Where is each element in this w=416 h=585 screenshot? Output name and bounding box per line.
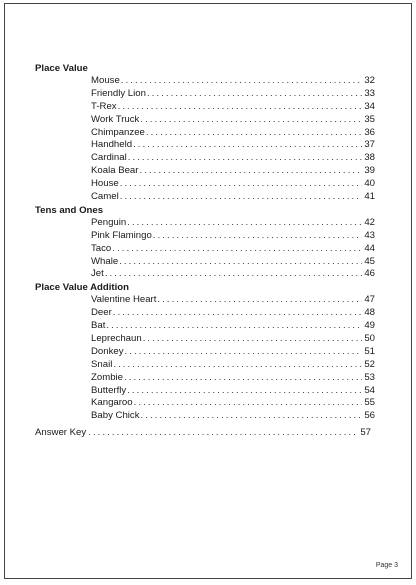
- dot-leader: [106, 320, 362, 333]
- page-number: Page 3: [375, 562, 398, 569]
- toc-entry: [35, 397, 375, 410]
- answer-key-label: Answer Key: [35, 427, 87, 438]
- toc-entry: [35, 178, 375, 191]
- dot-leader: [127, 217, 362, 230]
- entry-label: Mouse: [91, 75, 120, 86]
- entry-page: 38: [364, 152, 375, 164]
- toc-entry: [35, 114, 375, 127]
- entry-label: Zombie: [91, 371, 123, 383]
- dot-leader: [133, 139, 362, 152]
- entry-label: Kangaroo: [91, 397, 133, 409]
- entry-page: 33: [364, 87, 375, 99]
- entry-page: 47: [364, 294, 375, 306]
- toc-entry: [35, 294, 375, 307]
- answer-key-entry: [35, 426, 371, 439]
- entry-label: Deer: [91, 307, 112, 319]
- entry-label: Chimpanzee: [91, 126, 145, 138]
- toc-entry: [35, 268, 375, 281]
- entry-page: 56: [364, 410, 375, 422]
- toc-entry: [35, 127, 375, 140]
- entry-label: Jet: [91, 268, 104, 280]
- toc-entry: [35, 191, 375, 204]
- toc-entry: [35, 256, 375, 269]
- entry-page: 46: [364, 268, 375, 280]
- toc-entry: [35, 307, 375, 320]
- entry-page: 52: [364, 358, 375, 370]
- entry-page: 53: [364, 371, 375, 383]
- dot-leader: [127, 385, 362, 398]
- entry-page: 44: [364, 242, 375, 254]
- dot-leader: [120, 191, 362, 204]
- dot-leader: [118, 101, 362, 114]
- answer-key-page: 57: [360, 427, 371, 438]
- toc-entry: [35, 320, 375, 333]
- section-place-value-addition: [35, 281, 375, 423]
- entry-label: House: [91, 178, 119, 190]
- entry-page: 50: [364, 333, 375, 345]
- dot-leader: [125, 346, 362, 359]
- dot-leader: [124, 372, 362, 385]
- entry-page: 45: [364, 255, 375, 267]
- section-tens-and-ones: [35, 204, 375, 281]
- toc-entry: [35, 101, 375, 114]
- entry-label: Leprechaun: [91, 333, 142, 345]
- dot-leader: [105, 268, 362, 281]
- dot-leader: [112, 243, 362, 256]
- dot-leader: [134, 397, 362, 410]
- table-of-contents: [35, 62, 375, 423]
- dot-leader: [140, 114, 362, 127]
- entry-page: 42: [364, 216, 375, 228]
- entry-label: Penguin: [91, 216, 127, 228]
- dot-leader: [128, 152, 362, 165]
- dot-leader: [146, 127, 362, 140]
- entry-page: 49: [364, 320, 375, 332]
- entry-page: 40: [364, 178, 375, 190]
- entry-label: Butterfly: [91, 384, 127, 396]
- entry-page: 55: [364, 397, 375, 409]
- entry-label: Snail: [91, 358, 113, 370]
- entry-page: 39: [364, 165, 375, 177]
- dot-leader: [139, 165, 362, 178]
- section-title: Tens and Ones: [35, 204, 104, 216]
- entry-page: 35: [364, 113, 375, 125]
- entry-page: 48: [364, 307, 375, 319]
- toc-entry: [35, 75, 375, 88]
- dot-leader: [113, 307, 362, 320]
- toc-entry: [35, 372, 375, 385]
- entry-page: 32: [364, 75, 375, 86]
- entry-label: T-Rex: [91, 100, 117, 112]
- dot-leader: [143, 333, 362, 346]
- toc-entry: [35, 139, 375, 152]
- dot-leader: [141, 410, 362, 423]
- toc-entry: [35, 217, 375, 230]
- toc-entry: [35, 88, 375, 101]
- dot-leader: [119, 256, 362, 269]
- entry-page: 54: [364, 384, 375, 396]
- entry-page: 43: [364, 229, 375, 241]
- toc-entry: [35, 410, 375, 423]
- entry-page: 41: [364, 191, 375, 203]
- toc-entry: [35, 359, 375, 372]
- entry-label: Donkey: [91, 345, 124, 357]
- dot-leader: [153, 230, 362, 243]
- entry-page: 37: [364, 139, 375, 151]
- toc-entry: [35, 243, 375, 256]
- toc-entry: [35, 346, 375, 359]
- dot-leader: [88, 426, 356, 439]
- dot-leader: [113, 359, 362, 372]
- toc-entry: [35, 152, 375, 165]
- entry-label: Pink Flamingo: [91, 229, 152, 241]
- entry-label: Koala Bear: [91, 165, 139, 177]
- toc-entry: [35, 165, 375, 178]
- entry-page: 36: [364, 126, 375, 138]
- document-page: [4, 3, 412, 579]
- dot-leader: [157, 294, 362, 307]
- section-title: Place Value: [35, 63, 88, 74]
- toc-entry: [35, 230, 375, 243]
- entry-label: Taco: [91, 242, 112, 254]
- entry-label: Cardinal: [91, 152, 127, 164]
- toc-entry: [35, 385, 375, 398]
- entry-label: Camel: [91, 191, 119, 203]
- entry-label: Friendly Lion: [91, 87, 146, 99]
- dot-leader: [120, 178, 362, 191]
- entry-label: Bat: [91, 320, 106, 332]
- dot-leader: [147, 88, 362, 101]
- toc-entry: [35, 333, 375, 346]
- entry-page: 51: [364, 345, 375, 357]
- entry-label: Whale: [91, 255, 119, 267]
- entry-label: Handheld: [91, 139, 133, 151]
- section-place-value: [35, 62, 375, 204]
- entry-label: Valentine Heart: [91, 294, 157, 306]
- entry-label: Baby Chick: [91, 410, 140, 422]
- entry-label: Work Truck: [91, 113, 140, 125]
- entry-page: 34: [364, 100, 375, 112]
- section-title: Place Value Addition: [35, 282, 130, 294]
- dot-leader: [121, 75, 362, 88]
